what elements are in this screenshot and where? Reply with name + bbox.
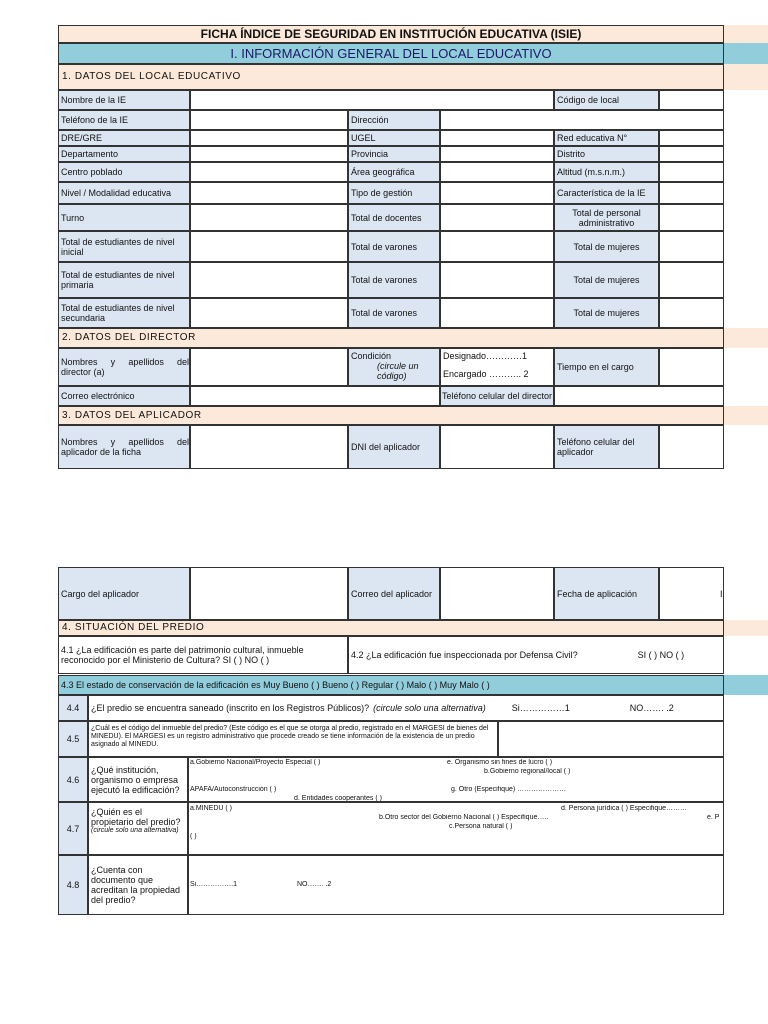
q46-option-c[interactable]: APAFA/Autoconstrucción ( )	[190, 786, 277, 793]
q47-hint: (circule solo una alternativa)	[91, 827, 179, 834]
q47-option-b[interactable]: b.Otro sector del Gobierno Nacional ( ) Especifique…..	[379, 814, 549, 821]
s4-header-overflow	[724, 620, 768, 636]
q47-options[interactable]	[188, 802, 724, 855]
label-caracteristica-ie: Característica de la IE	[554, 182, 659, 204]
field-dre-gre[interactable]	[190, 130, 348, 146]
label-distrito: Distrito	[554, 146, 659, 162]
num-4-4: 4.4	[58, 695, 88, 721]
label-codigo-local: Código de local	[554, 90, 659, 110]
label-mujeres-inicial: Total de mujeres	[554, 231, 659, 262]
field-distrito[interactable]	[659, 146, 724, 162]
label-mujeres-primaria: Total de mujeres	[554, 262, 659, 298]
field-cargo-aplicador[interactable]	[190, 567, 348, 620]
q44-hint: (circule solo una alternativa)	[373, 703, 486, 713]
label-turno: Turno	[58, 204, 190, 231]
field-varones-inicial[interactable]	[440, 231, 554, 262]
field-turno[interactable]	[190, 204, 348, 231]
field-telefono-director[interactable]	[554, 386, 724, 406]
q48-no[interactable]: NO……. .2	[297, 881, 332, 888]
field-centro-poblado[interactable]	[190, 162, 348, 182]
field-nivel-modalidad[interactable]	[190, 182, 348, 204]
label-correo-director: Correo electrónico	[58, 386, 190, 406]
field-varones-secundaria[interactable]	[440, 298, 554, 328]
q46-option-a[interactable]: a.Gobierno Nacional/Proyecto Especial ( )	[190, 759, 321, 766]
label-correo-aplicador: Correo del aplicador	[348, 567, 440, 620]
field-codigo-inmueble[interactable]	[498, 721, 724, 757]
q48-si[interactable]: Si…………….1	[190, 881, 238, 888]
q44-no[interactable]: NO……. .2	[629, 703, 674, 713]
field-tipo-gestion[interactable]	[440, 182, 554, 204]
label-nivel-modalidad: Nivel / Modalidad educativa	[58, 182, 190, 204]
q47-option-c[interactable]: c.Persona natural ( )	[449, 823, 513, 830]
option-encargado[interactable]: Encargado ……….. 2	[443, 369, 529, 379]
field-tiempo-cargo[interactable]	[659, 348, 724, 386]
field-red-educativa[interactable]	[659, 130, 724, 146]
field-caracteristica-ie[interactable]	[659, 182, 724, 204]
label-fecha-aplicacion: Fecha de aplicación	[554, 567, 659, 620]
field-total-personal-adm[interactable]	[659, 204, 724, 231]
q47-option-d[interactable]: d. Persona jurídica ( ) Especifique………	[561, 805, 688, 812]
question-4-4[interactable]	[88, 695, 724, 721]
s2-header-overflow	[724, 328, 768, 348]
label-centro-poblado: Centro poblado	[58, 162, 190, 182]
field-direccion[interactable]	[440, 110, 724, 130]
num-4-5: 4.5	[58, 721, 88, 757]
q44-si[interactable]: Si……………1	[511, 703, 570, 713]
label-total-personal-adm: Total de personal administrativo	[554, 204, 659, 231]
label-dre-gre: DRE/GRE	[58, 130, 190, 146]
label-varones-secundaria: Total de varones	[348, 298, 440, 328]
field-telefono-aplicador[interactable]	[659, 425, 724, 469]
label-mujeres-secundaria: Total de mujeres	[554, 298, 659, 328]
field-dni-aplicador[interactable]	[440, 425, 554, 469]
field-area-geografica[interactable]	[440, 162, 554, 182]
s3-header-overflow	[724, 406, 768, 425]
field-aplicador-nombres[interactable]	[190, 425, 348, 469]
question-4-6: ¿Qué institución, organismo o empresa ejecutó la edificación?	[88, 757, 188, 802]
field-nombre-ie[interactable]	[190, 90, 554, 110]
question-4-5: ¿Cuál es el código del inmueble del predio? (Este código es el que se otorga al predio, registrado en el MARGESI de bienes del MINEDU). El MARGESI es un registro administrativo que procede creado se tiene información de la existencia de un predio asignado al MINEDU.	[88, 721, 498, 757]
q46-option-b[interactable]: b.Gobierno regional/local ( )	[484, 768, 571, 775]
label-nombre-ie: Nombre de la IE	[58, 90, 190, 110]
field-fecha-aplicacion[interactable]	[659, 567, 724, 620]
option-designado[interactable]: Designado…………1	[443, 351, 528, 361]
label-varones-inicial: Total de varones	[348, 231, 440, 262]
q47-text: ¿Quién es el propietario del predio?	[91, 807, 181, 827]
field-mujeres-secundaria[interactable]	[659, 298, 724, 328]
field-mujeres-inicial[interactable]	[659, 231, 724, 262]
question-4-1[interactable]: 4.1 ¿La edificación es parte del patrimonio cultural, inmueble reconocido por el Ministerio de Cultura? SI ( ) NO ( )	[58, 636, 348, 674]
label-provincia: Provincia	[348, 146, 440, 162]
field-codigo-local[interactable]	[659, 90, 724, 110]
label-telefono-director: Teléfono celular del director	[440, 386, 554, 406]
field-provincia[interactable]	[440, 146, 554, 162]
num-4-8: 4.8	[58, 855, 88, 915]
form-title: FICHA ÍNDICE DE SEGURIDAD EN INSTITUCIÓN EDUCATIVA (ISIE)	[58, 25, 724, 43]
field-altitud[interactable]	[659, 162, 724, 182]
label-est-secundaria: Total de estudiantes de nivel secundaria	[58, 298, 190, 328]
q46-options[interactable]	[188, 757, 724, 802]
label-red-educativa: Red educativa N°	[554, 130, 659, 146]
s1-header-overflow	[724, 64, 768, 90]
cut-text: I	[720, 588, 723, 599]
label-direccion: Dirección	[348, 110, 440, 130]
label-ugel: UGEL	[348, 130, 440, 146]
q47-option-e[interactable]: e. P	[707, 814, 720, 821]
subtitle-overflow	[724, 43, 768, 64]
s2-header: 2. DATOS DEL DIRECTOR	[58, 328, 724, 348]
question-4-8: ¿Cuenta con documento que acreditan la propiedad del predio?	[88, 855, 188, 915]
field-director-nombres[interactable]	[190, 348, 348, 386]
field-correo-director[interactable]	[190, 386, 440, 406]
question-4-3[interactable]: 4.3 El estado de conservación de la edificación es Muy Bueno ( ) Bueno ( ) Regular ( ) Malo ( ) Muy Malo ( )	[58, 675, 724, 695]
q43-overflow	[724, 675, 768, 695]
q48-options[interactable]	[188, 855, 724, 915]
label-tipo-gestion: Tipo de gestión	[348, 182, 440, 204]
field-mujeres-primaria[interactable]	[659, 262, 724, 298]
s3-header: 3. DATOS DEL APLICADOR	[58, 406, 724, 425]
field-est-primaria[interactable]	[190, 262, 348, 298]
label-tiempo-cargo: Tiempo en el cargo	[554, 348, 659, 386]
question-4-7	[88, 802, 188, 855]
label-telefono-ie: Teléfono de la IE	[58, 110, 190, 130]
field-total-docentes[interactable]	[440, 204, 554, 231]
question-4-2[interactable]	[348, 636, 724, 674]
field-ugel[interactable]	[440, 130, 554, 146]
question-4-2-text: 4.2 ¿La edificación fue inspeccionada por Defensa Civil?	[351, 650, 578, 660]
q46-option-g[interactable]: g. Otro (Especifique) …………………	[451, 786, 567, 793]
q47-paren[interactable]: ( )	[190, 833, 197, 840]
title-overflow	[724, 25, 768, 43]
field-telefono-ie[interactable]	[190, 110, 348, 130]
q46-option-e[interactable]: e. Organismo sin fines de lucro ( )	[447, 759, 553, 766]
q46-option-d[interactable]: d. Entidades cooperantes ( )	[294, 795, 382, 802]
label-departamento: Departamento	[58, 146, 190, 162]
num-4-7: 4.7	[58, 802, 88, 855]
section-title: I. INFORMACIÓN GENERAL DEL LOCAL EDUCATIVO	[58, 43, 724, 64]
field-est-inicial[interactable]	[190, 231, 348, 262]
label-est-primaria: Total de estudiantes de nivel primaria	[58, 262, 190, 298]
label-aplicador-nombres: Nombres y apellidos del aplicador de la ficha	[58, 425, 190, 469]
field-departamento[interactable]	[190, 146, 348, 162]
label-total-docentes: Total de docentes	[348, 204, 440, 231]
label-varones-primaria: Total de varones	[348, 262, 440, 298]
label-condicion	[348, 348, 440, 386]
label-cargo-aplicador: Cargo del aplicador	[58, 567, 190, 620]
field-est-secundaria[interactable]	[190, 298, 348, 328]
s1-header: 1. DATOS DEL LOCAL EDUCATIVO	[58, 64, 724, 90]
label-area-geografica: Área geográfica	[348, 162, 440, 182]
condicion-hint: (circule un código)	[377, 361, 419, 381]
condicion-text: Condición	[351, 351, 392, 361]
s4-header: 4. SITUACIÓN DEL PREDIO	[58, 620, 724, 636]
num-4-6: 4.6	[58, 757, 88, 802]
label-telefono-aplicador: Teléfono celular del aplicador	[554, 425, 659, 469]
field-varones-primaria[interactable]	[440, 262, 554, 298]
q44-text: ¿El predio se encuentra saneado (inscrito en los Registros Públicos)?	[91, 703, 370, 713]
field-correo-aplicador[interactable]	[440, 567, 554, 620]
label-dni-aplicador: DNI del aplicador	[348, 425, 440, 469]
question-4-2-options[interactable]: SI ( ) NO ( )	[637, 650, 685, 660]
label-altitud: Altitud (m.s.n.m.)	[554, 162, 659, 182]
label-est-inicial: Total de estudiantes de nivel inicial	[58, 231, 190, 262]
q47-option-a[interactable]: a.MINEDU ( )	[190, 805, 232, 812]
label-director-nombres: Nombres y apellidos del director (a)	[58, 348, 190, 386]
condicion-options[interactable]	[440, 348, 554, 386]
